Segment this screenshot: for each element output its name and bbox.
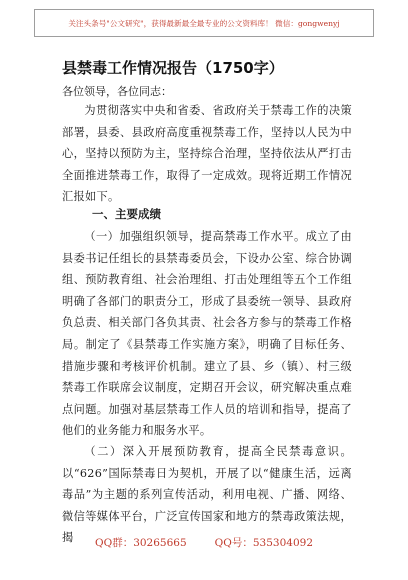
- organization-paragraph: （一）加强组织领导，提高禁毒工作水平。成立了由县委书记任组长的县禁毒委员会，下设办公室、综合协调组、预防教育组、社会治理组、打击处理组等五个工作组明确了各部门的职责分工，形成了县委统一领导、县政府负总责、相关部门各负其责、社会各方参与的禁毒工作格局。制定了《县禁毒工作实施方案》，明确了目标任务、措施步骤和考核评价机制。建立了县、乡（镇）、村三级禁毒工作联席会议制度，定期召开会议，研究解决重点难点问题。加强对基层禁毒工作人员的培训和指导，提高了他们的业务能力和服务水平。: [62, 230, 352, 438]
- footer: [0, 535, 408, 550]
- document-title: 县禁毒工作情况报告（1750字）: [62, 59, 284, 77]
- intro-paragraph: 为贯彻落实中央和省委、省政府关于禁毒工作的决策部署，县委、县政府高度重视禁毒工作，坚持以人民为中心，坚持以预防为主，坚持综合治理，坚持依法从严打击全面推进禁毒工作，取得了一定成效。现将近期工作情况汇报如下。: [62, 104, 352, 204]
- header-banner: 关注头条号"公文研究"，获得最新最全最专业的公文资料库！ 微信：gongwenyj: [34, 9, 374, 37]
- footer-qq-group: QQ群：30265665: [94, 537, 187, 549]
- section-heading: 一、主要成绩: [92, 207, 161, 221]
- greeting: 各位领导，各位同志：: [62, 85, 172, 98]
- education-paragraph: （二）深入开展预防教育，提高全民禁毒意识。以“626”国际禁毒日为契机，开展了以“健康生活，远离毒品”为主题的系列宣传活动，利用电视、广播、网络、微信等媒体平台，广泛宣传国家和地方的禁毒政策法规，揭: [62, 445, 352, 545]
- footer-qq-number: QQ号：535304092: [214, 537, 313, 549]
